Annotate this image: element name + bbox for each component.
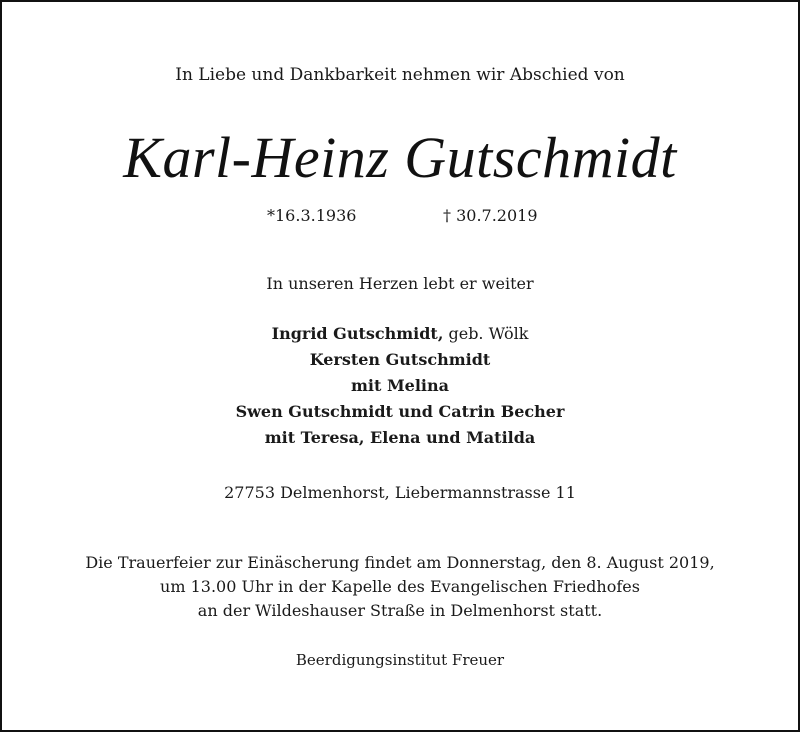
mourner-row	[2, 347, 798, 373]
undertaker-name: Beerdigungsinstitut Freuer	[295, 651, 505, 669]
motto-text: In unseren Herzen lebt er weiter	[266, 274, 534, 293]
mourner-row	[2, 321, 798, 347]
mourner-birth-name: geb. Wölk	[443, 324, 529, 343]
ceremony-line: um 13.00 Uhr in der Kapelle des Evangelischen Friedhofes	[160, 577, 640, 596]
mourner-name: mit Melina	[350, 376, 449, 395]
death-date: † 30.7.2019	[443, 206, 538, 225]
ceremony-line: an der Wildeshauser Straße in Delmenhorst statt.	[197, 601, 603, 620]
mourner-name: Ingrid Gutschmidt,	[271, 324, 444, 343]
deceased-name: Karl-Heinz Gutschmidt	[123, 125, 677, 190]
family-address: 27753 Delmenhorst, Liebermannstrasse 11	[224, 483, 576, 502]
mourner-name: mit Teresa, Elena und Matilda	[264, 428, 536, 447]
mourner-name: Kersten Gutschmidt	[309, 350, 491, 369]
birth-date: *16.3.1936	[267, 206, 357, 225]
ceremony-line: Die Trauerfeier zur Einäscherung findet am Donnerstag, den 8. August 2019,	[85, 553, 715, 572]
mourner-row	[2, 373, 798, 399]
mourner-row	[2, 425, 798, 451]
intro-text: In Liebe und Dankbarkeit nehmen wir Abschied von	[175, 65, 625, 85]
mourner-row	[2, 399, 798, 425]
mourners-list	[2, 321, 798, 451]
ceremony-details	[2, 551, 798, 623]
mourner-name: Swen Gutschmidt und Catrin Becher	[235, 402, 565, 421]
